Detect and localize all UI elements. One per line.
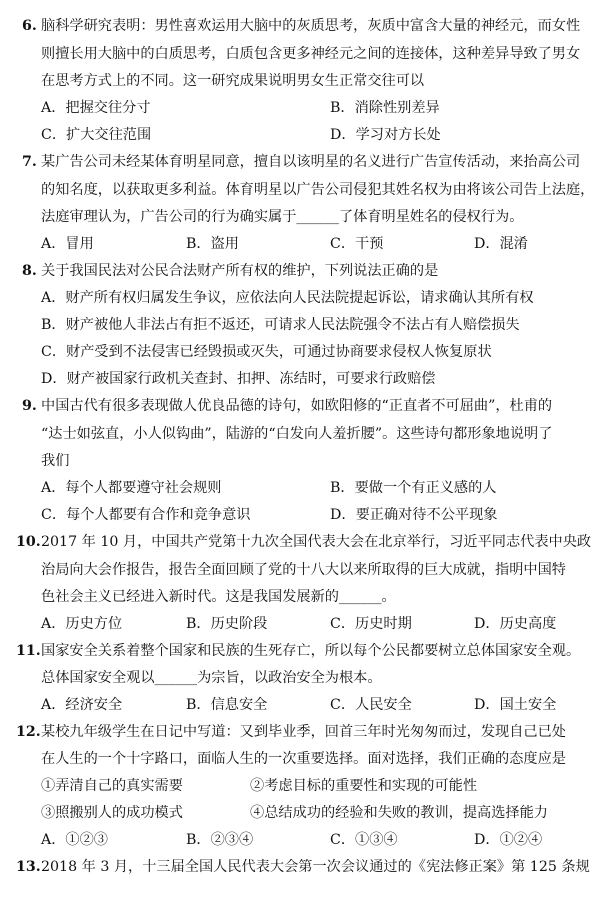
- option-c: C．扩大交往范围: [41, 127, 152, 143]
- option-c: C．干预: [330, 236, 384, 252]
- option-b: B．历史阶段: [186, 616, 268, 632]
- option-a: A．财产所有权归属发生争议，应依法向人民法院提起诉讼，请求确认其所有权: [41, 290, 534, 306]
- option-a: A．每个人都要遵守社会规则: [41, 480, 222, 496]
- question-text-line: 某校九年级学生在日记中写道：又到毕业季，回首三年时光匆匆而过，发现自己已处: [41, 724, 566, 740]
- statement-item: ③照搬别人的成功模式: [41, 805, 183, 821]
- option-a: A．冒用: [41, 236, 94, 252]
- question-text-line: “达士如弦直，小人似钩曲”，陆游的“白发向人羞折腰”。这些诗句都形象地说明了: [41, 426, 553, 442]
- option-d: D．财产被国家行政机关查封、扣押、冻结时，可要求行政赔偿: [41, 371, 436, 387]
- option-b: B．②③④: [186, 832, 254, 848]
- question-number: 12.: [16, 724, 41, 740]
- option-c: C．每个人都要有合作和竞争意识: [41, 507, 251, 523]
- question-text-line: 则擅长用大脑中的白质思考，白质包含更多神经元之间的连接体，这种差异导致了男女: [41, 46, 581, 62]
- statement-item: ①弄清自己的真实需要: [41, 778, 183, 794]
- question-text-line: 我们: [41, 453, 70, 469]
- question-number: 8.: [22, 263, 37, 279]
- option-b: B．盗用: [186, 236, 239, 252]
- question-text-line: 2018 年 3 月，十三届全国人民代表大会第一次会议通过的《宪法修正案》第 125 条规: [41, 859, 590, 875]
- option-c: C．①③④: [330, 832, 398, 848]
- question-text-line: 中国古代有很多表现做人优良品德的诗句，如欧阳修的“正直者不可屈曲”，杜甫的: [41, 398, 553, 414]
- option-d: D．混淆: [474, 236, 528, 252]
- option-d: D．①②④: [474, 832, 543, 848]
- question-text-line: 总体国家安全观以______为宗旨，以政治安全为根本。: [41, 670, 382, 686]
- question-text-line: 的知名度，以获取更多利益。体育明星以广告公司侵犯其姓名权为由将该公司告上法庭，: [41, 182, 595, 198]
- option-b: B．消除性别差异: [330, 100, 440, 116]
- option-a: A．经济安全: [41, 697, 123, 713]
- option-a: A．把握交往分寸: [41, 100, 151, 116]
- question-number: 13.: [16, 859, 41, 875]
- question-number: 6.: [22, 18, 37, 34]
- question-text-line: 治局向大会作报告，报告全面回顾了党的十八大以来所取得的巨大成就，指明中国特: [41, 562, 566, 578]
- option-c: C．历史时期: [330, 616, 412, 632]
- option-c: C．人民安全: [330, 697, 412, 713]
- question-text-line: 某广告公司未经某体育明星同意，擅自以该明星的名义进行广告宣传活动，来抬高公司: [41, 154, 581, 170]
- option-b: B．要做一个有正义感的人: [330, 480, 497, 496]
- question-number: 11.: [16, 643, 41, 659]
- option-b: B．财产被他人非法占有拒不返还，可请求人民法院强令不法占有人赔偿损失: [41, 317, 520, 333]
- question-text-line: 2017 年 10 月，中国共产党第十九次全国代表大会在北京举行，习近平同志代表中央政: [41, 534, 592, 550]
- option-a: A．历史方位: [41, 616, 123, 632]
- question-text-line: 关于我国民法对公民合法财产所有权的维护，下列说法正确的是: [41, 263, 439, 279]
- question-number: 7.: [22, 154, 37, 170]
- question-text-line: 色社会主义已经进入新时代。这是我国发展新的______。: [41, 589, 396, 605]
- option-d: D．历史高度: [474, 616, 557, 632]
- option-d: D．国土安全: [474, 697, 557, 713]
- option-d: D．要正确对待不公平现象: [330, 507, 498, 523]
- question-text-line: 在人生的一个十字路口，面临人生的一次重要选择。面对选择，我们正确的态度应是: [41, 751, 566, 767]
- option-d: D．学习对方长处: [330, 127, 441, 143]
- question-number: 10.: [16, 534, 41, 550]
- statement-item: ④总结成功的经验和失败的教训，提高选择能力: [250, 805, 548, 821]
- option-a: A．①②③: [41, 832, 108, 848]
- option-b: B．信息安全: [186, 697, 268, 713]
- question-text-line: 法庭审理认为，广告公司的行为确实属于______了体育明星姓名的侵权行为。: [41, 209, 524, 225]
- question-text-line: 脑科学研究表明：男性喜欢运用大脑中的灰质思考，灰质中富含大量的神经元，而女性: [41, 18, 581, 34]
- question-number: 9.: [22, 398, 37, 414]
- statement-item: ②考虑目标的重要性和实现的可能性: [250, 778, 478, 794]
- question-text-line: 在思考方式上的不同。这一研究成果说明男女生正常交往可以: [41, 73, 425, 89]
- question-text-line: 国家安全关系着整个国家和民族的生死存亡，所以每个公民都要树立总体国家安全观。: [41, 643, 581, 659]
- option-c: C．财产受到不法侵害已经毁损或灭失，可通过协商要求侵权人恢复原状: [41, 344, 492, 360]
